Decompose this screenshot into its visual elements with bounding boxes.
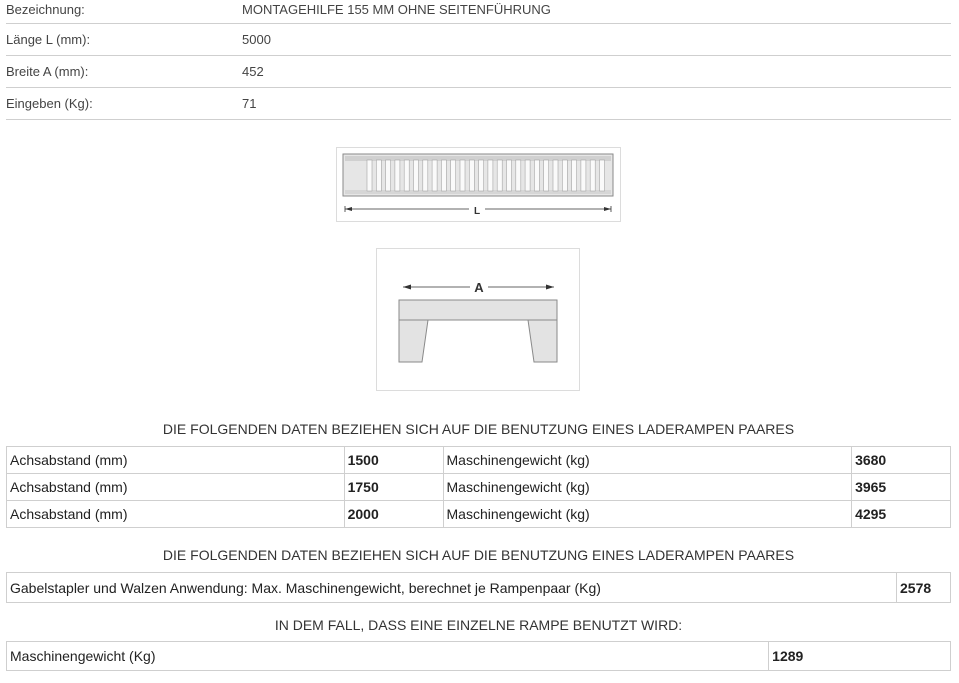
length-dimension-label: L <box>473 206 481 217</box>
spec-value: 71 <box>242 96 257 111</box>
spec-label: Breite A (mm): <box>6 64 89 79</box>
spec-list <box>6 0 951 120</box>
spec-row-length <box>6 24 951 56</box>
table-row <box>7 573 951 603</box>
axle-label: Achsabstand (mm) <box>7 474 345 501</box>
single-weight-label: Maschinengewicht (Kg) <box>7 642 769 671</box>
axle-label: Achsabstand (mm) <box>7 447 345 474</box>
single-ramp-table <box>6 641 951 671</box>
ramp-top-view-figure <box>336 147 621 222</box>
width-dimension-label: A <box>474 280 484 295</box>
table-row <box>7 501 951 528</box>
table-row <box>7 474 951 501</box>
axle-distance-table <box>6 446 951 528</box>
section-heading-single-ramp: IN DEM FALL, DASS EINE EINZELNE RAMPE BENUTZT WIRD: <box>274 617 683 633</box>
spec-label: Eingeben (Kg): <box>6 96 93 111</box>
weight-label: Maschinengewicht (kg) <box>443 447 852 474</box>
ramp-top-view-drawing <box>337 148 620 221</box>
weight-value: 3965 <box>852 474 951 501</box>
ramp-front-view-figure <box>376 248 580 391</box>
spec-row-width <box>6 56 951 88</box>
table-row <box>7 642 951 671</box>
spec-value: MONTAGEHILFE 155 MM OHNE SEITENFÜHRUNG <box>242 2 551 17</box>
table-row <box>7 447 951 474</box>
single-weight-value: 1289 <box>769 642 951 671</box>
section-heading-pair-axle: DIE FOLGENDEN DATEN BEZIEHEN SICH AUF DIE BENUTZUNG EINES LADERAMPEN PAARES <box>162 421 795 437</box>
weight-value: 4295 <box>852 501 951 528</box>
spec-label: Länge L (mm): <box>6 32 91 47</box>
forklift-table <box>6 572 951 603</box>
axle-label: Achsabstand (mm) <box>7 501 345 528</box>
spec-label: Bezeichnung: <box>6 2 85 17</box>
section-heading-forklift: DIE FOLGENDEN DATEN BEZIEHEN SICH AUF DIE BENUTZUNG EINES LADERAMPEN PAARES <box>162 547 795 563</box>
axle-value: 1500 <box>344 447 443 474</box>
forklift-label: Gabelstapler und Walzen Anwendung: Max. Maschinengewicht, berechnet je Rampenpaar (Kg) <box>7 573 897 603</box>
forklift-value: 2578 <box>897 573 951 603</box>
spec-value: 452 <box>242 64 264 79</box>
axle-value: 2000 <box>344 501 443 528</box>
spec-value: 5000 <box>242 32 271 47</box>
axle-value: 1750 <box>344 474 443 501</box>
ramp-front-view-drawing <box>377 249 579 390</box>
spec-row-weight <box>6 88 951 120</box>
weight-label: Maschinengewicht (kg) <box>443 474 852 501</box>
weight-label: Maschinengewicht (kg) <box>443 501 852 528</box>
spec-row-designation <box>6 0 951 24</box>
weight-value: 3680 <box>852 447 951 474</box>
